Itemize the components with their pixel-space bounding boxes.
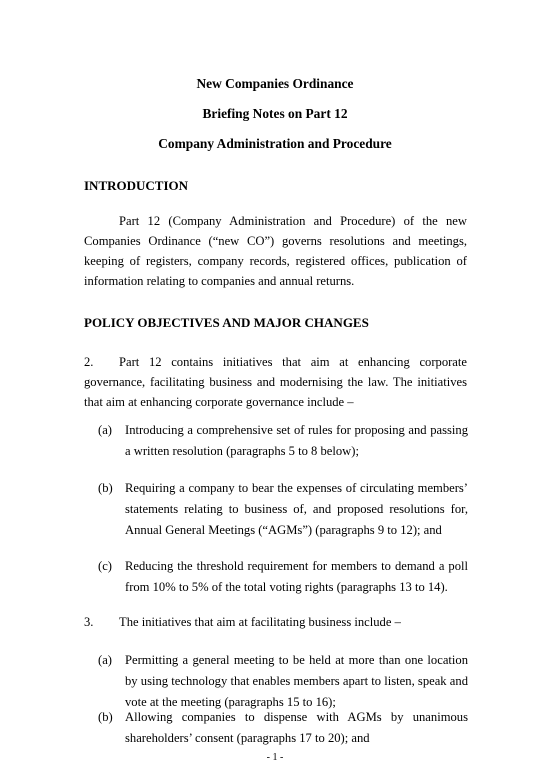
list-item [98,420,468,462]
list-item [98,707,468,749]
paragraph-number: 3. [84,615,94,629]
introduction-heading: INTRODUCTION [84,178,189,193]
list-item-text: Reducing the threshold requirement for members to demand a poll from 10% to 5% of the total voting rights (paragraphs 13 to 14). [125,559,468,594]
list-item-label: (b) [98,710,113,724]
paragraph-text: The initiatives that aim at facilitating business include – [119,615,401,629]
list-item [98,556,468,598]
list-item-label: (a) [98,423,112,437]
paragraph-number: 2. [84,355,94,369]
page-number: - 1 - [266,752,284,763]
policy-heading: POLICY OBJECTIVES AND MAJOR CHANGES [84,315,369,330]
list-item-text: Introducing a comprehensive set of rules for proposing and passing a written resolution (paragraphs 5 to 8 below); [125,423,468,458]
list-item [98,650,468,712]
list-item-text: Permitting a general meeting to be held at more than one location by using technology that enables members apart to listen, speak and vote at the meeting (paragraphs 15 to 16); [125,653,468,709]
list-item-text: Allowing companies to dispense with AGMs by unanimous shareholders’ consent (paragraphs 17 to 20); and [125,710,468,745]
list-item [98,478,468,540]
document-part-title: Company Administration and Procedure [158,136,392,151]
document-subtitle: Briefing Notes on Part 12 [202,106,348,121]
paragraph-2 [84,352,467,412]
list-item-label: (a) [98,653,112,667]
document-title: New Companies Ordinance [196,76,354,91]
list-item-text: Requiring a company to bear the expenses of circulating members’ statements relating to business of, and proposed resolutions for, Annual General Meetings (“AGMs”) (paragraphs 9 to 12); and [125,481,468,537]
list-item-label: (c) [98,559,112,573]
list-item-label: (b) [98,481,113,495]
introduction-paragraph: Part 12 (Company Administration and Procedure) of the new Companies Ordinance (“new CO”) governs resolutions and meetings, keeping of registers, company records, registered offices, publication of information relating to companies and annual returns. [84,214,467,288]
paragraph-text: Part 12 contains initiatives that aim at enhancing corporate governance, facilitating business and modernising the law. The initiatives that aim at enhancing corporate governance include – [84,355,467,409]
paragraph-3 [84,612,467,632]
